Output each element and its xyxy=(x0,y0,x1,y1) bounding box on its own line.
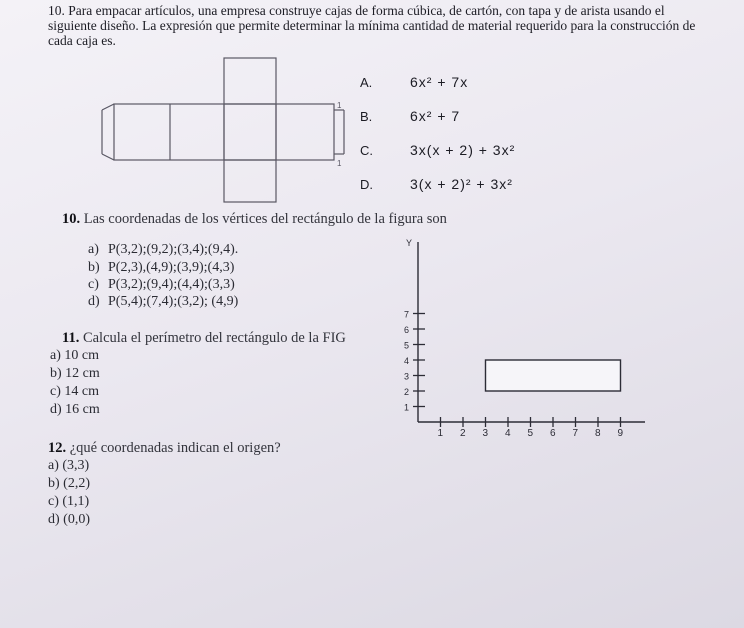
option-b xyxy=(360,108,460,126)
q11-option-a[interactable] xyxy=(50,348,99,364)
option-text: P(5,4);(7,4);(3,2); (4,9) xyxy=(108,294,239,309)
x-tick-label: 1 xyxy=(437,428,444,439)
question-number: 12. xyxy=(48,440,67,456)
option-text: P(3,2);(9,2);(3,4);(9,4). xyxy=(108,242,239,257)
option-c xyxy=(360,142,515,160)
q12-option-b[interactable] xyxy=(48,476,90,492)
net-label: 1 xyxy=(337,101,342,110)
question-text: Para empacar artículos, una empresa construye cajas de forma cúbica, de cartón, con tapa y de arista usando el siguiente diseño. La expresión que permite determinar la mínima cantidad de material requerido para la construcción de cada caja es. xyxy=(48,3,696,48)
y-tick-label: 3 xyxy=(404,371,410,382)
question-10b xyxy=(62,211,447,228)
y-tick-label: 6 xyxy=(404,325,410,335)
plotted-rectangle xyxy=(486,360,621,391)
option-letter: a) xyxy=(50,348,61,363)
option-letter: D. xyxy=(360,177,373,192)
option-text: (1,1) xyxy=(62,494,90,509)
x-tick-label: 4 xyxy=(505,428,511,439)
option-text: (0,0) xyxy=(63,512,90,527)
q11-option-d[interactable] xyxy=(50,402,100,418)
option-text: P(3,2);(9,4);(4,4);(3,3) xyxy=(108,277,235,292)
option-letter: b) xyxy=(50,366,62,381)
x-tick-label: 6 xyxy=(550,428,556,439)
question-text: Calcula el perímetro del rectángulo de la FIG xyxy=(82,330,346,346)
x-tick-label: 2 xyxy=(460,428,466,439)
option-letter: b) xyxy=(48,476,60,491)
q10b-option-a[interactable] xyxy=(88,242,238,258)
x-tick-label: 8 xyxy=(595,428,601,439)
question-text: ¿qué coordenadas indican el origen? xyxy=(69,440,281,456)
option-letter: A. xyxy=(360,75,373,90)
option-expression: 3(x + 2)² + 3x² xyxy=(410,176,513,192)
q12-option-a[interactable] xyxy=(48,458,89,474)
option-d xyxy=(360,176,513,194)
y-tick-label: 4 xyxy=(404,356,410,366)
option-letter: B. xyxy=(360,109,373,124)
option-text: (2,2) xyxy=(63,476,90,491)
q10b-option-d[interactable] xyxy=(88,294,238,310)
question-10-intro xyxy=(48,3,698,48)
option-letter: d) xyxy=(50,402,62,417)
x-tick-label: 7 xyxy=(572,428,579,439)
question-number: 11. xyxy=(62,330,80,346)
y-tick-label: 1 xyxy=(404,402,410,413)
question-number: 10. xyxy=(48,3,65,18)
option-expression: 6x² + 7 xyxy=(410,108,461,124)
y-tick-label: 7 xyxy=(404,309,410,320)
q10b-option-b[interactable] xyxy=(88,260,234,276)
option-letter: c) xyxy=(50,384,61,399)
option-text: 16 cm xyxy=(65,402,100,417)
option-text: P(2,3),(4,9);(3,9);(4,3) xyxy=(108,260,235,275)
q12-option-c[interactable] xyxy=(48,494,89,510)
option-letter: a) xyxy=(88,242,99,257)
net-vertical-strip xyxy=(224,58,276,202)
question-11 xyxy=(62,330,346,347)
cube-net-diagram xyxy=(98,56,358,206)
option-letter: c) xyxy=(48,494,59,509)
coordinate-graph xyxy=(385,230,645,445)
y-tick-label: 2 xyxy=(404,387,410,397)
option-letter: c) xyxy=(88,277,99,292)
q11-option-c[interactable] xyxy=(50,384,99,400)
option-text: 12 cm xyxy=(65,366,100,381)
option-letter: d) xyxy=(88,294,100,309)
question-number: 10. xyxy=(62,211,81,227)
question-text: Las coordenadas de los vértices del rectángulo de la figura son xyxy=(83,211,447,227)
q11-option-b[interactable] xyxy=(50,366,100,382)
x-tick-label: 9 xyxy=(617,428,624,439)
net-label: 1 xyxy=(337,159,342,168)
option-text: (3,3) xyxy=(62,458,90,473)
option-expression: 6x² + 7x xyxy=(410,74,469,90)
option-expression: 3x(x + 2) + 3x² xyxy=(410,142,516,158)
y-axis-label: Y xyxy=(406,238,413,248)
x-tick-label: 5 xyxy=(527,428,534,439)
option-text: 10 cm xyxy=(64,348,99,363)
option-letter: C. xyxy=(360,143,373,158)
x-tick-label: 3 xyxy=(482,428,489,439)
q12-option-d[interactable] xyxy=(48,512,90,528)
option-letter: d) xyxy=(48,512,60,527)
option-letter: a) xyxy=(48,458,59,473)
option-text: 14 cm xyxy=(64,384,99,399)
option-letter: b) xyxy=(88,260,100,275)
q10b-option-c[interactable] xyxy=(88,277,235,293)
option-a xyxy=(360,74,468,92)
question-12 xyxy=(48,440,281,457)
y-tick-label: 5 xyxy=(404,340,410,351)
